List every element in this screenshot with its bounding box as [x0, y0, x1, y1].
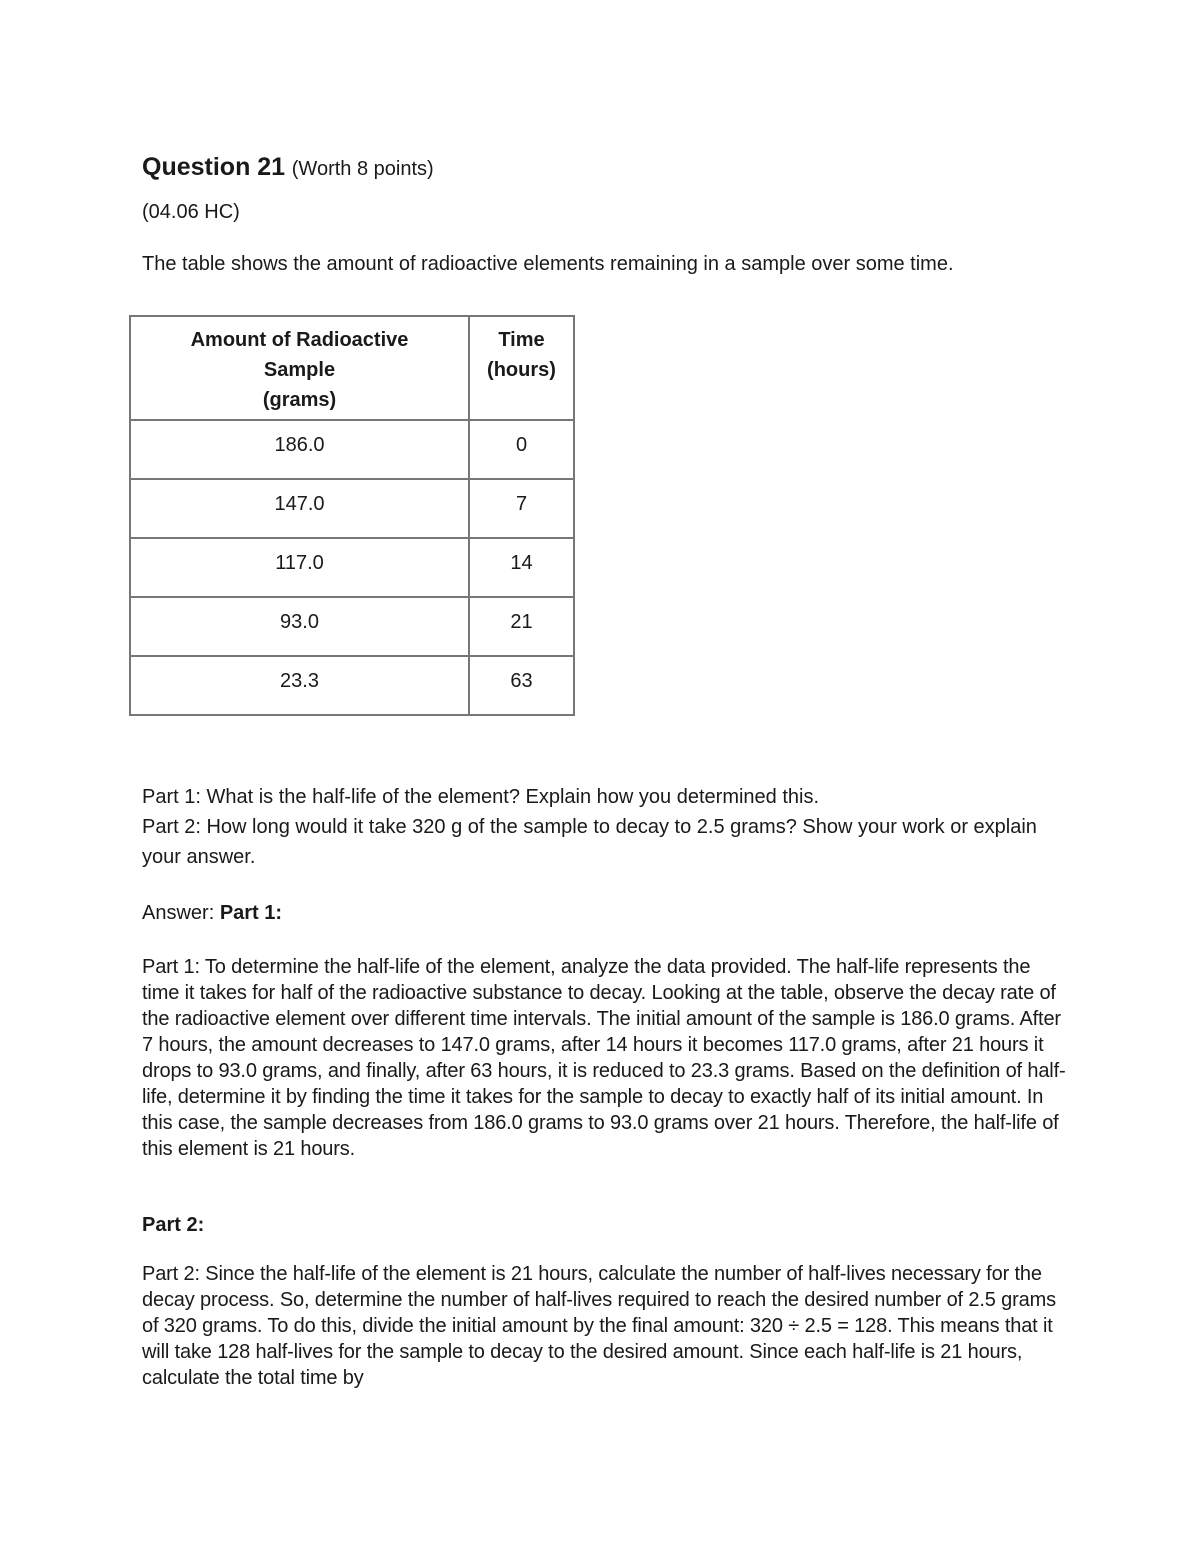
header-amount-line1: Amount of Radioactive	[190, 329, 409, 351]
header-time-line1: Time	[498, 329, 545, 351]
header-amount	[130, 316, 469, 420]
cell-amount: 186.0	[130, 420, 469, 479]
header-amount-line3: (grams)	[262, 389, 337, 411]
header-time	[469, 316, 574, 420]
table-header-row	[130, 316, 574, 420]
table-row	[130, 420, 574, 479]
question-intro: The table shows the amount of radioactive elements remaining in a sample over some time.	[142, 253, 954, 275]
standard-code: (04.06 HC)	[142, 201, 240, 223]
answer-label	[142, 900, 282, 926]
cell-time: 0	[469, 420, 574, 479]
answer-part2-text: Part 2: Since the half-life of the element is 21 hours, calculate the number of half-lives necessary for the decay process. So, determine the number of half-lives required to reach the desired number of 2.5 grams of 320 grams. To do this, divide the initial amount by the final amount: 320 ÷ 2.5 = 128. This means that it will take 128 half-lives for the sample to decay to the desired amount. Since each half-life is 21 hours, calculate the total time by	[142, 1263, 1056, 1389]
cell-amount: 147.0	[130, 479, 469, 538]
table-row	[130, 538, 574, 597]
table-row	[130, 479, 574, 538]
cell-amount: 23.3	[130, 656, 469, 715]
answer-label-part1: Part 1:	[219, 902, 283, 924]
table-row	[130, 656, 574, 715]
document-page	[142, 150, 1072, 1389]
question-number: Question 21	[142, 153, 286, 181]
cell-amount: 117.0	[130, 538, 469, 597]
question-worth: (Worth 8 points)	[291, 158, 434, 180]
question-title	[142, 150, 1072, 186]
answer-part2-heading: Part 2:	[142, 1214, 205, 1236]
cell-time: 63	[469, 656, 574, 715]
prompt-part1: Part 1: What is the half-life of the element? Explain how you determined this.	[142, 786, 820, 808]
prompt-part2: Part 2: How long would it take 320 g of the sample to decay to 2.5 grams? Show your work or explain your answer.	[142, 816, 1037, 868]
header-time-line2: (hours)	[487, 359, 556, 381]
answer-part1-text: Part 1: To determine the half-life of the element, analyze the data provided. The half-life represents the time it takes for half of the radioactive substance to decay. Looking at the table, observe the decay rate of the radioactive element over different time intervals. The initial amount of the sample is 186.0 grams. After 7 hours, the amount decreases to 147.0 grams, after 14 hours it becomes 117.0 grams, after 21 hours it drops to 93.0 grams, and finally, after 63 hours, it is reduced to 23.3 grams. Based on the definition of half-life, determine it by finding the time it takes for the sample to decay to exactly half of its initial amount. In this case, the sample decreases from 186.0 grams to 93.0 grams over 21 hours. Therefore, the half-life of this element is 21 hours.	[142, 956, 1066, 1160]
cell-time: 7	[469, 479, 574, 538]
header-amount-line2: Sample	[263, 359, 336, 381]
cell-time: 14	[469, 538, 574, 597]
decay-table	[129, 315, 575, 716]
cell-time: 21	[469, 597, 574, 656]
cell-amount: 93.0	[130, 597, 469, 656]
question-prompts	[142, 782, 1072, 872]
answer-label-text: Answer:	[142, 902, 220, 924]
table-row	[130, 597, 574, 656]
